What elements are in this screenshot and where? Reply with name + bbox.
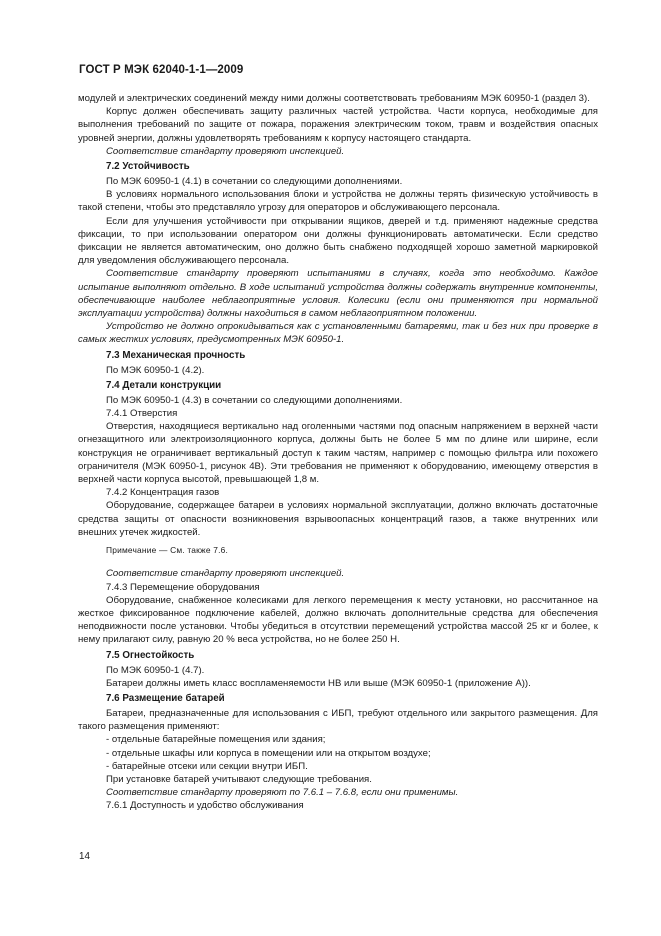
compliance-note: Соответствие стандарту проверяют инспекцией.: [106, 568, 345, 580]
subsection-heading: 7.4.2 Концентрация газов: [106, 487, 220, 499]
paragraph: Отверстия, находящиеся вертикально над оголенными частями под опасным напряжением в верхней части огнезащитного или электроизоляционного корпуса, должны быть не более 5 мм по длине или ширине, если конструкция не ограничивает вертикальный доступ к таким частям, например с помощью фильтра или похожего ограничителя (МЭК 60950-1, рисунок 4В). Эти требования не применяют к оборудованию, имеющему отверстия в верхней части корпуса высотой, превышающей 1,8 м.: [78, 421, 598, 486]
section-heading: 7.5 Огнестойкость: [106, 649, 195, 661]
paragraph: Корпус должен обеспечивать защиту различных частей устройства. Части корпуса, необходимые для выполнения требований по защите от пожара, поражения электрическим током, травм и воздействия опасных уровней энергии, должны удовлетворять требованиям к корпусу настоящего стандарта.: [78, 106, 598, 144]
paragraph: Оборудование, снабженное колесиками для легкого перемещения к месту установки, но рассчитанное на жесткое фиксированное подключение кабелей, должно включать дополнительные средства для обеспечения неподвижности после установки. Чтобы убедиться в отсутствии перемещений устройства массой 25 кг и более, к нему прилагают силу, равную 20 % веса устройства, но не более 250 Н.: [78, 594, 598, 646]
subsection-heading: 7.6.1 Доступность и удобство обслуживания: [106, 800, 304, 812]
compliance-note: Соответствие стандарту проверяют по 7.6.1 – 7.6.8, если они применимы.: [106, 787, 459, 799]
document-body: [78, 92, 598, 813]
paragraph: Батареи, предназначенные для использования с ИБП, требуют отдельного или закрытого размещения. Для такого размещения применяют:: [78, 707, 598, 733]
section-heading: 7.2 Устойчивость: [106, 161, 190, 173]
section-heading: 7.4 Детали конструкции: [106, 379, 222, 391]
paragraph: модулей и электрических соединений между ними должны соответствовать требованиям МЭК 60950-1 (раздел 3).: [78, 93, 590, 104]
section-heading: 7.3 Механическая прочность: [106, 349, 246, 361]
paragraph: Если для улучшения устойчивости при открывании ящиков, дверей и т.д. применяют надежные средства фиксации, то при использовании оператором они должны функционировать автоматически. Если средство фиксации не является автоматическим, оно должно быть снабжено подходящей хорошо заметной маркировкой для уведомления обслуживающего персонала.: [78, 215, 598, 267]
page-number: 14: [79, 851, 90, 862]
subsection-heading: 7.4.3 Перемещение оборудования: [106, 581, 260, 593]
paragraph: По МЭК 60950-1 (4.3) в сочетании со следующими дополнениями.: [106, 394, 403, 406]
paragraph: Оборудование, содержащее батареи в условиях нормальной эксплуатации, должно включать достаточные средства защиты от опасности возникновения взрывоопасных концентраций газов, а также внутренних или внешних утечек жидкостей.: [78, 500, 598, 538]
paragraph: В условиях нормального использования блоки и устройства не должны терять физическую устойчивость в такой степени, чтобы это представляло угрозу для операторов и обслуживающего персонала.: [78, 189, 598, 214]
compliance-note: Соответствие стандарту проверяют инспекцией.: [106, 145, 345, 157]
compliance-note: Устройство не должно опрокидываться как с установленными батареями, так и без них при проверке в самых жестких условиях, предусмотренных МЭК 60950-1.: [78, 321, 598, 346]
list-item: - отдельные шкафы или корпуса в помещении или на открытом воздухе;: [106, 747, 431, 759]
paragraph: При установке батарей учитывают следующие требования.: [106, 773, 372, 785]
note: Примечание — См. также 7.6.: [106, 545, 228, 556]
paragraph: По МЭК 60950-1 (4.1) в сочетании со следующими дополнениями.: [106, 176, 403, 188]
paragraph: По МЭК 60950-1 (4.7).: [106, 664, 205, 676]
subsection-heading: 7.4.1 Отверстия: [106, 408, 178, 420]
compliance-note: Соответствие стандарту проверяют испытаниями в случаях, когда это необходимо. Каждое испытание выполняют отдельно. В ходе испытаний устройства должны содержать внутренние компоненты, обеспечивающие наиболее неблагоприятные условия. Колесики (если они применяются при нормальной эксплуатации устройства) должны находиться в самом неблагоприятном положении.: [78, 268, 598, 320]
paragraph: Батареи должны иметь класс воспламеняемости НВ или выше (МЭК 60950-1 (приложение А)).: [106, 677, 531, 689]
paragraph: По МЭК 60950-1 (4.2).: [106, 364, 205, 376]
document-header: ГОСТ Р МЭК 62040-1-1—2009: [79, 64, 244, 76]
list-item: - отдельные батарейные помещения или здания;: [106, 734, 326, 746]
list-item: - батарейные отсеки или секции внутри ИБП.: [106, 760, 308, 772]
section-heading: 7.6 Размещение батарей: [106, 692, 225, 704]
